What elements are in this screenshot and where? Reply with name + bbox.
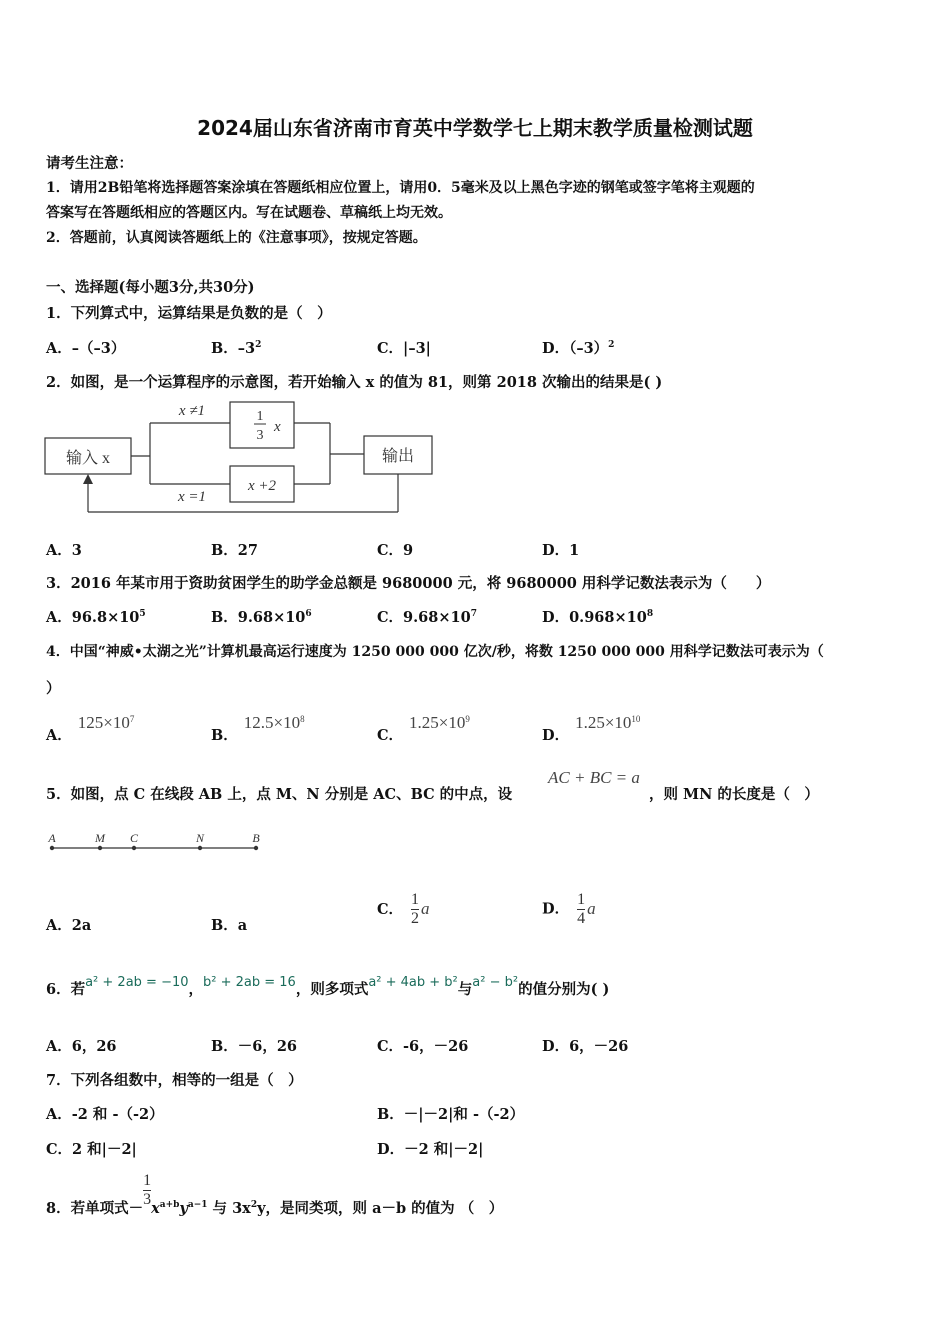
q2-flow-diagram: [42, 394, 442, 524]
q1-option-c[interactable]: C．|–3|: [377, 340, 431, 357]
q4-stem: 4．中国“神威•太湖之光”计算机最高运行速度为 1250 000 000 亿次/秒，将数 1250 000 000 用科学记数法可表示为（: [46, 644, 824, 660]
notice-line-3: 2．答题前，认真阅读答题纸上的《注意事项》，按规定答题。: [46, 230, 427, 246]
q6-option-b[interactable]: B．－6，26: [211, 1038, 298, 1055]
page-title: 2024届山东省济南市育英中学数学七上期末教学质量检测试题: [197, 116, 753, 140]
q4-option-b[interactable]: B．$12.5\times 10^8$: [211, 713, 305, 744]
top-frac-den: 3: [256, 428, 264, 443]
point-b-label: B: [252, 831, 260, 845]
q4-option-d[interactable]: D．$1.25\times 10^{10}$: [542, 713, 641, 744]
q6-option-c[interactable]: C．-6，－26: [377, 1038, 469, 1055]
top-frac-num: 1: [256, 409, 264, 424]
cond-top: x ≠1: [178, 403, 206, 419]
q8-stem: 8．若单项式－ $\frac{1}{3}$ $x^{a+b}y^{a-1}$ 与 $3x^2y$，是同类项，则 a－b 的值为 （ ）: [46, 1172, 504, 1217]
arrow-up-icon: [83, 474, 93, 484]
q3-option-c[interactable]: C．$9.68\times 10^7$: [377, 609, 477, 626]
q6-option-d[interactable]: D．6，－26: [542, 1038, 629, 1055]
bottom-op-label: x +2: [247, 478, 277, 494]
notice-line-1: 1．请用2B铅笔将选择题答案涂填在答题纸相应位置上，请用0．5毫米及以上黑色字迹的钢笔或签字笔将主观题的: [46, 180, 755, 196]
q7-option-d[interactable]: D．－2 和|－2|: [377, 1141, 484, 1158]
notice-line-2: 答案写在答题纸相应的答题区内。写在试题卷、草稿纸上均无效。: [46, 205, 452, 221]
q5-option-b[interactable]: B．a: [211, 917, 248, 934]
q2-option-a[interactable]: A．3: [46, 542, 82, 559]
q4-option-c[interactable]: C．$1.25\times 10^9$: [377, 713, 470, 744]
q2-option-b[interactable]: B．27: [211, 542, 258, 559]
q5-segment-diagram: [44, 828, 266, 858]
point-n-label: N: [195, 831, 205, 845]
q3-option-d[interactable]: D．$0.968\times 10^8$: [542, 609, 654, 626]
q5-option-d[interactable]: D． $\frac{1}{4}$ a: [542, 891, 596, 927]
top-var: x: [274, 419, 281, 435]
q5-stem-pre: 5．如图，点 C 在线段 AB 上，点 M、N 分别是 AC、BC 的中点，设: [46, 786, 513, 803]
point-c-label: C: [129, 831, 139, 845]
q3-stem: 3．2016 年某市用于资助贫困学生的助学金总额是 9680000 元，将 9680000 用科学记数法表示为（ ）: [46, 575, 771, 592]
q1-stem: 1．下列算式中，运算结果是负数的是（ ）: [46, 305, 332, 322]
q3-option-b[interactable]: B．$9.68\times 10^6$: [211, 609, 312, 626]
q5-option-a[interactable]: A．2a: [46, 917, 92, 934]
q3-option-a[interactable]: A．$96.8\times 10^5$: [46, 609, 146, 626]
q4-stem-end: ）: [46, 680, 61, 697]
q7-stem: 7．下列各组数中，相等的一组是（ ）: [46, 1072, 303, 1089]
point-m-label: M: [95, 831, 105, 845]
q5-stem-post: ，则 MN 的长度是（ ）: [649, 786, 819, 803]
q2-option-d[interactable]: D．1: [542, 542, 580, 559]
q1-option-d[interactable]: D．$(-3)^2$: [542, 340, 615, 357]
q5-option-c[interactable]: C． $\frac{1}{2}$ a: [377, 891, 430, 927]
notice-heading: 请考生注意：: [46, 155, 133, 172]
section-heading: 一、选择题(每小题3分,共30分): [46, 279, 255, 296]
q4-option-a[interactable]: A．$125\times 10^7$: [46, 713, 135, 744]
q1-option-b[interactable]: B．$-3^2$: [211, 340, 262, 357]
cond-bottom: x =1: [177, 489, 207, 505]
input-label: 输入 x: [65, 450, 111, 467]
point-a-label: A: [48, 831, 56, 845]
q2-option-c[interactable]: C．9: [377, 542, 414, 559]
q2-stem: 2．如图，是一个运算程序的示意图，若开始输入 x 的值为 81，则第 2018 次输出的结果是( ): [46, 374, 663, 391]
q1-option-a[interactable]: A．–（–3）: [46, 340, 126, 357]
q6-stem: 6．若a² + 2ab = −10，b² + 2ab = 16，则多项式a² + 4ab + b²与a² − b²的值分别为( ): [46, 975, 610, 998]
q7-option-c[interactable]: C．2 和|－2|: [46, 1141, 137, 1158]
q5-formula: AC + BC = a: [548, 768, 640, 787]
q7-option-b[interactable]: B．－|－2|和 -（-2）: [377, 1106, 525, 1123]
output-label: 输出: [381, 448, 415, 465]
q7-option-a[interactable]: A．-2 和 -（-2）: [46, 1106, 164, 1123]
q6-option-a[interactable]: A．6，26: [46, 1038, 117, 1055]
